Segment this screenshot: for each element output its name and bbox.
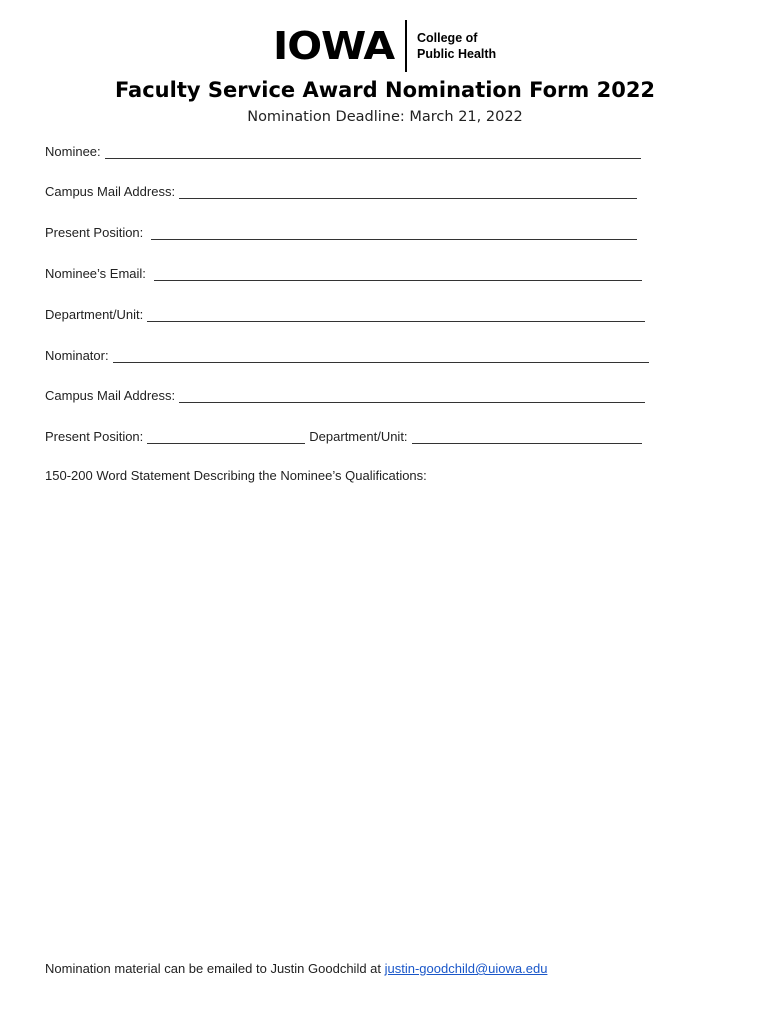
nominator-dept-label: Department/Unit: <box>309 429 408 444</box>
contact-email-link[interactable]: justin-goodchild@uiowa.edu <box>384 961 548 976</box>
nominee-position-label: Present Position: <box>45 225 144 240</box>
nominee-line[interactable] <box>105 146 641 159</box>
nominator-label: Nominator: <box>45 348 109 363</box>
nominator-position-line[interactable] <box>147 431 305 444</box>
nominee-mail-label: Campus Mail Address: <box>45 184 176 199</box>
nominator-mail-line[interactable] <box>179 390 645 403</box>
logo-divider <box>405 20 407 72</box>
nominee-dept-field[interactable] <box>45 304 645 322</box>
nominee-email-label: Nominee’s Email: <box>45 266 146 281</box>
logo-line-1: College of <box>417 31 478 45</box>
nominator-field[interactable] <box>45 345 649 363</box>
nominator-position-label: Present Position: <box>45 429 144 444</box>
form-deadline: Nomination Deadline: March 21, 2022 <box>247 109 523 125</box>
nominator-dept-line[interactable] <box>412 431 642 444</box>
university-logo <box>273 20 497 72</box>
logo-college-name <box>417 30 496 62</box>
nominee-dept-line[interactable] <box>147 309 645 322</box>
nominee-mail-line[interactable] <box>179 186 637 199</box>
nominee-email-line[interactable] <box>154 268 642 281</box>
nominee-email-field[interactable] <box>45 263 642 281</box>
nominee-dept-label: Department/Unit: <box>45 307 144 322</box>
nominee-label: Nominee: <box>45 144 101 159</box>
nominator-mail-field[interactable] <box>45 385 645 403</box>
footer-note <box>45 961 547 976</box>
footer-text: Nomination material can be emailed to Justin Goodchild at <box>45 961 385 976</box>
logo-wordmark: IOWA <box>273 24 395 68</box>
nominator-line[interactable] <box>113 350 649 363</box>
nominee-mail-field[interactable] <box>45 181 637 199</box>
nominee-position-line[interactable] <box>151 227 637 240</box>
logo-line-2: Public Health <box>417 47 497 61</box>
statement-label: 150-200 Word Statement Describing the Nominee’s Qualifications: <box>45 468 427 483</box>
nominator-position-field[interactable] <box>45 426 642 444</box>
nominee-position-field[interactable] <box>45 222 637 240</box>
nominee-field[interactable] <box>45 141 641 159</box>
nominator-mail-label: Campus Mail Address: <box>45 388 176 403</box>
form-title: Faculty Service Award Nomination Form 2022 <box>114 78 656 102</box>
